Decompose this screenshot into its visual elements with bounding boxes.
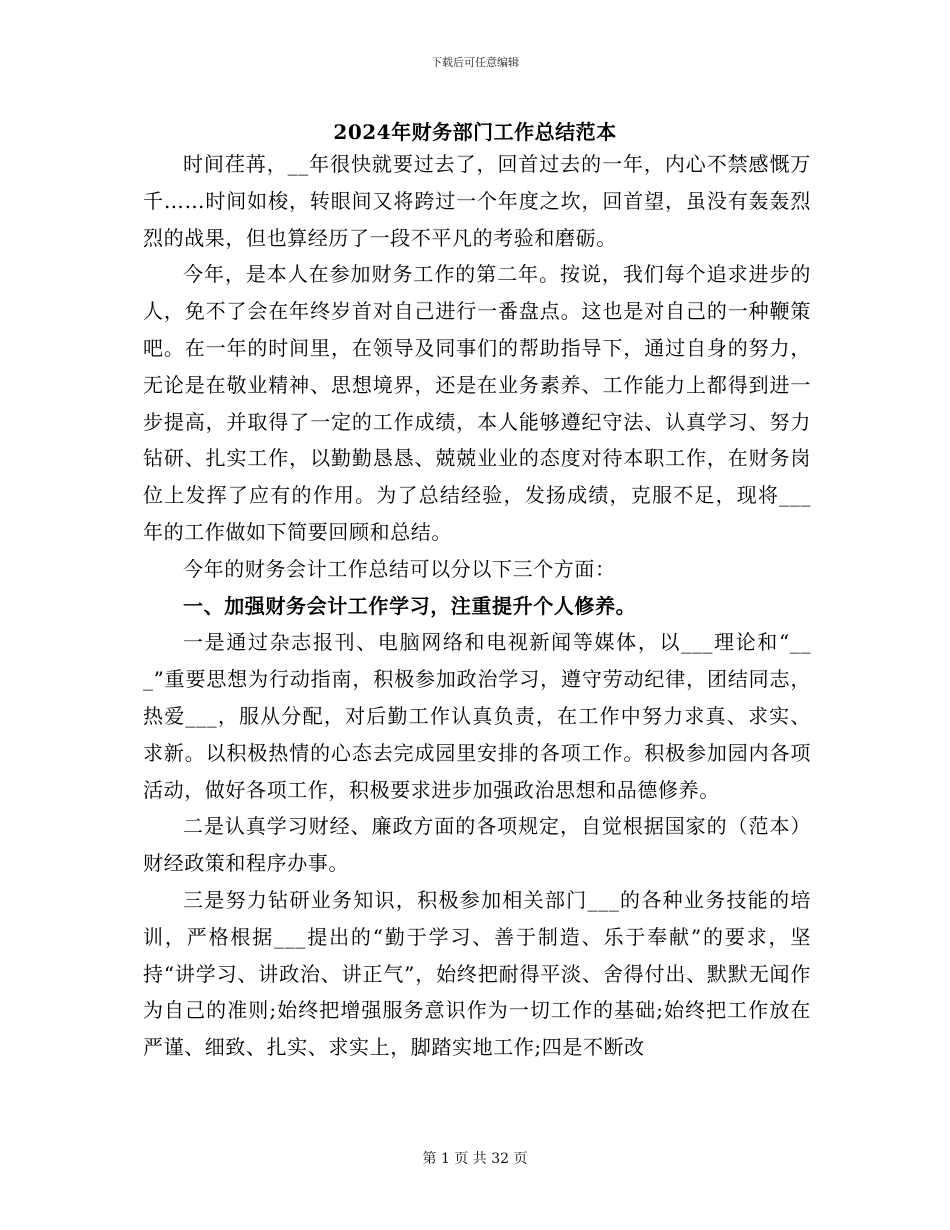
paragraph-intro: 时间荏苒，__年很快就要过去了，回首过去的一年，内心不禁感慨万千……时间如梭，转眼间又将跨过一个年度之坎，回首望，虽没有轰轰烈烈的战果，但也算经历了一段不平凡的考验和磨砺。	[143, 152, 811, 250]
section-heading-1: 一、加强财务会计工作学习，注重提升个人修养。	[183, 593, 637, 618]
paragraph-overview: 今年，是本人在参加财务工作的第二年。按说，我们每个追求进步的人，免不了会在年终岁首对自己进行一番盘点。这也是对自己的一种鞭策吧。在一年的时间里，在领导及同事们的帮助指导下，通过自身的努力，无论是在敬业精神、思想境界，还是在业务素养、工作能力上都得到进一步提高，并取得了一定的工作成绩，本人能够遵纪守法、认真学习、努力钻研、扎实工作，以勤勤恳恳、兢兢业业的态度对待本职工作，在财务岗位上发挥了应有的作用。为了总结经验，发扬成绩，克服不足，现将___年的工作做如下简要回顾和总结。	[143, 262, 811, 544]
page-number: 第 1 页 共 32 页	[422, 1151, 528, 1167]
paragraph-point-2: 二是认真学习财经、廉政方面的各项规定，自觉根据国家的（范本）财经政策和程序办事。	[143, 814, 811, 876]
paragraph-point-3: 三是努力钻研业务知识，积极参加相关部门___的各种业务技能的培训，严格根据___提出的“勤于学习、善于制造、乐于奉献”的要求，坚持“讲学习、讲政治、讲正气”，始终把耐得平淡、舍得付出、默默无闻作为自己的准则;始终把增强服务意识作为一切工作的基础;始终把工作放在严谨、细致、扎实、求实上，脚踏实地工作;四是不断改	[143, 887, 811, 1060]
document-title: 2024年财务部门工作总结范本	[333, 120, 617, 144]
paragraph-point-1: 一是通过杂志报刊、电脑网络和电视新闻等媒体，以___理论和“___”重要思想为行动指南，积极参加政治学习，遵守劳动纪律，团结同志，热爱___，服从分配，对后勤工作认真负责，在工作中努力求真、求实、求新。以积极热情的心态去完成园里安排的各项工作。积极参加园内各项活动，做好各项工作，积极要求进步加强政治思想和品德修养。	[143, 630, 811, 802]
page-header-note: 下载后可任意编辑	[431, 56, 519, 69]
document-body	[143, 146, 811, 1066]
paragraph-aspects: 今年的财务会计工作总结可以分以下三个方面：	[183, 556, 616, 581]
